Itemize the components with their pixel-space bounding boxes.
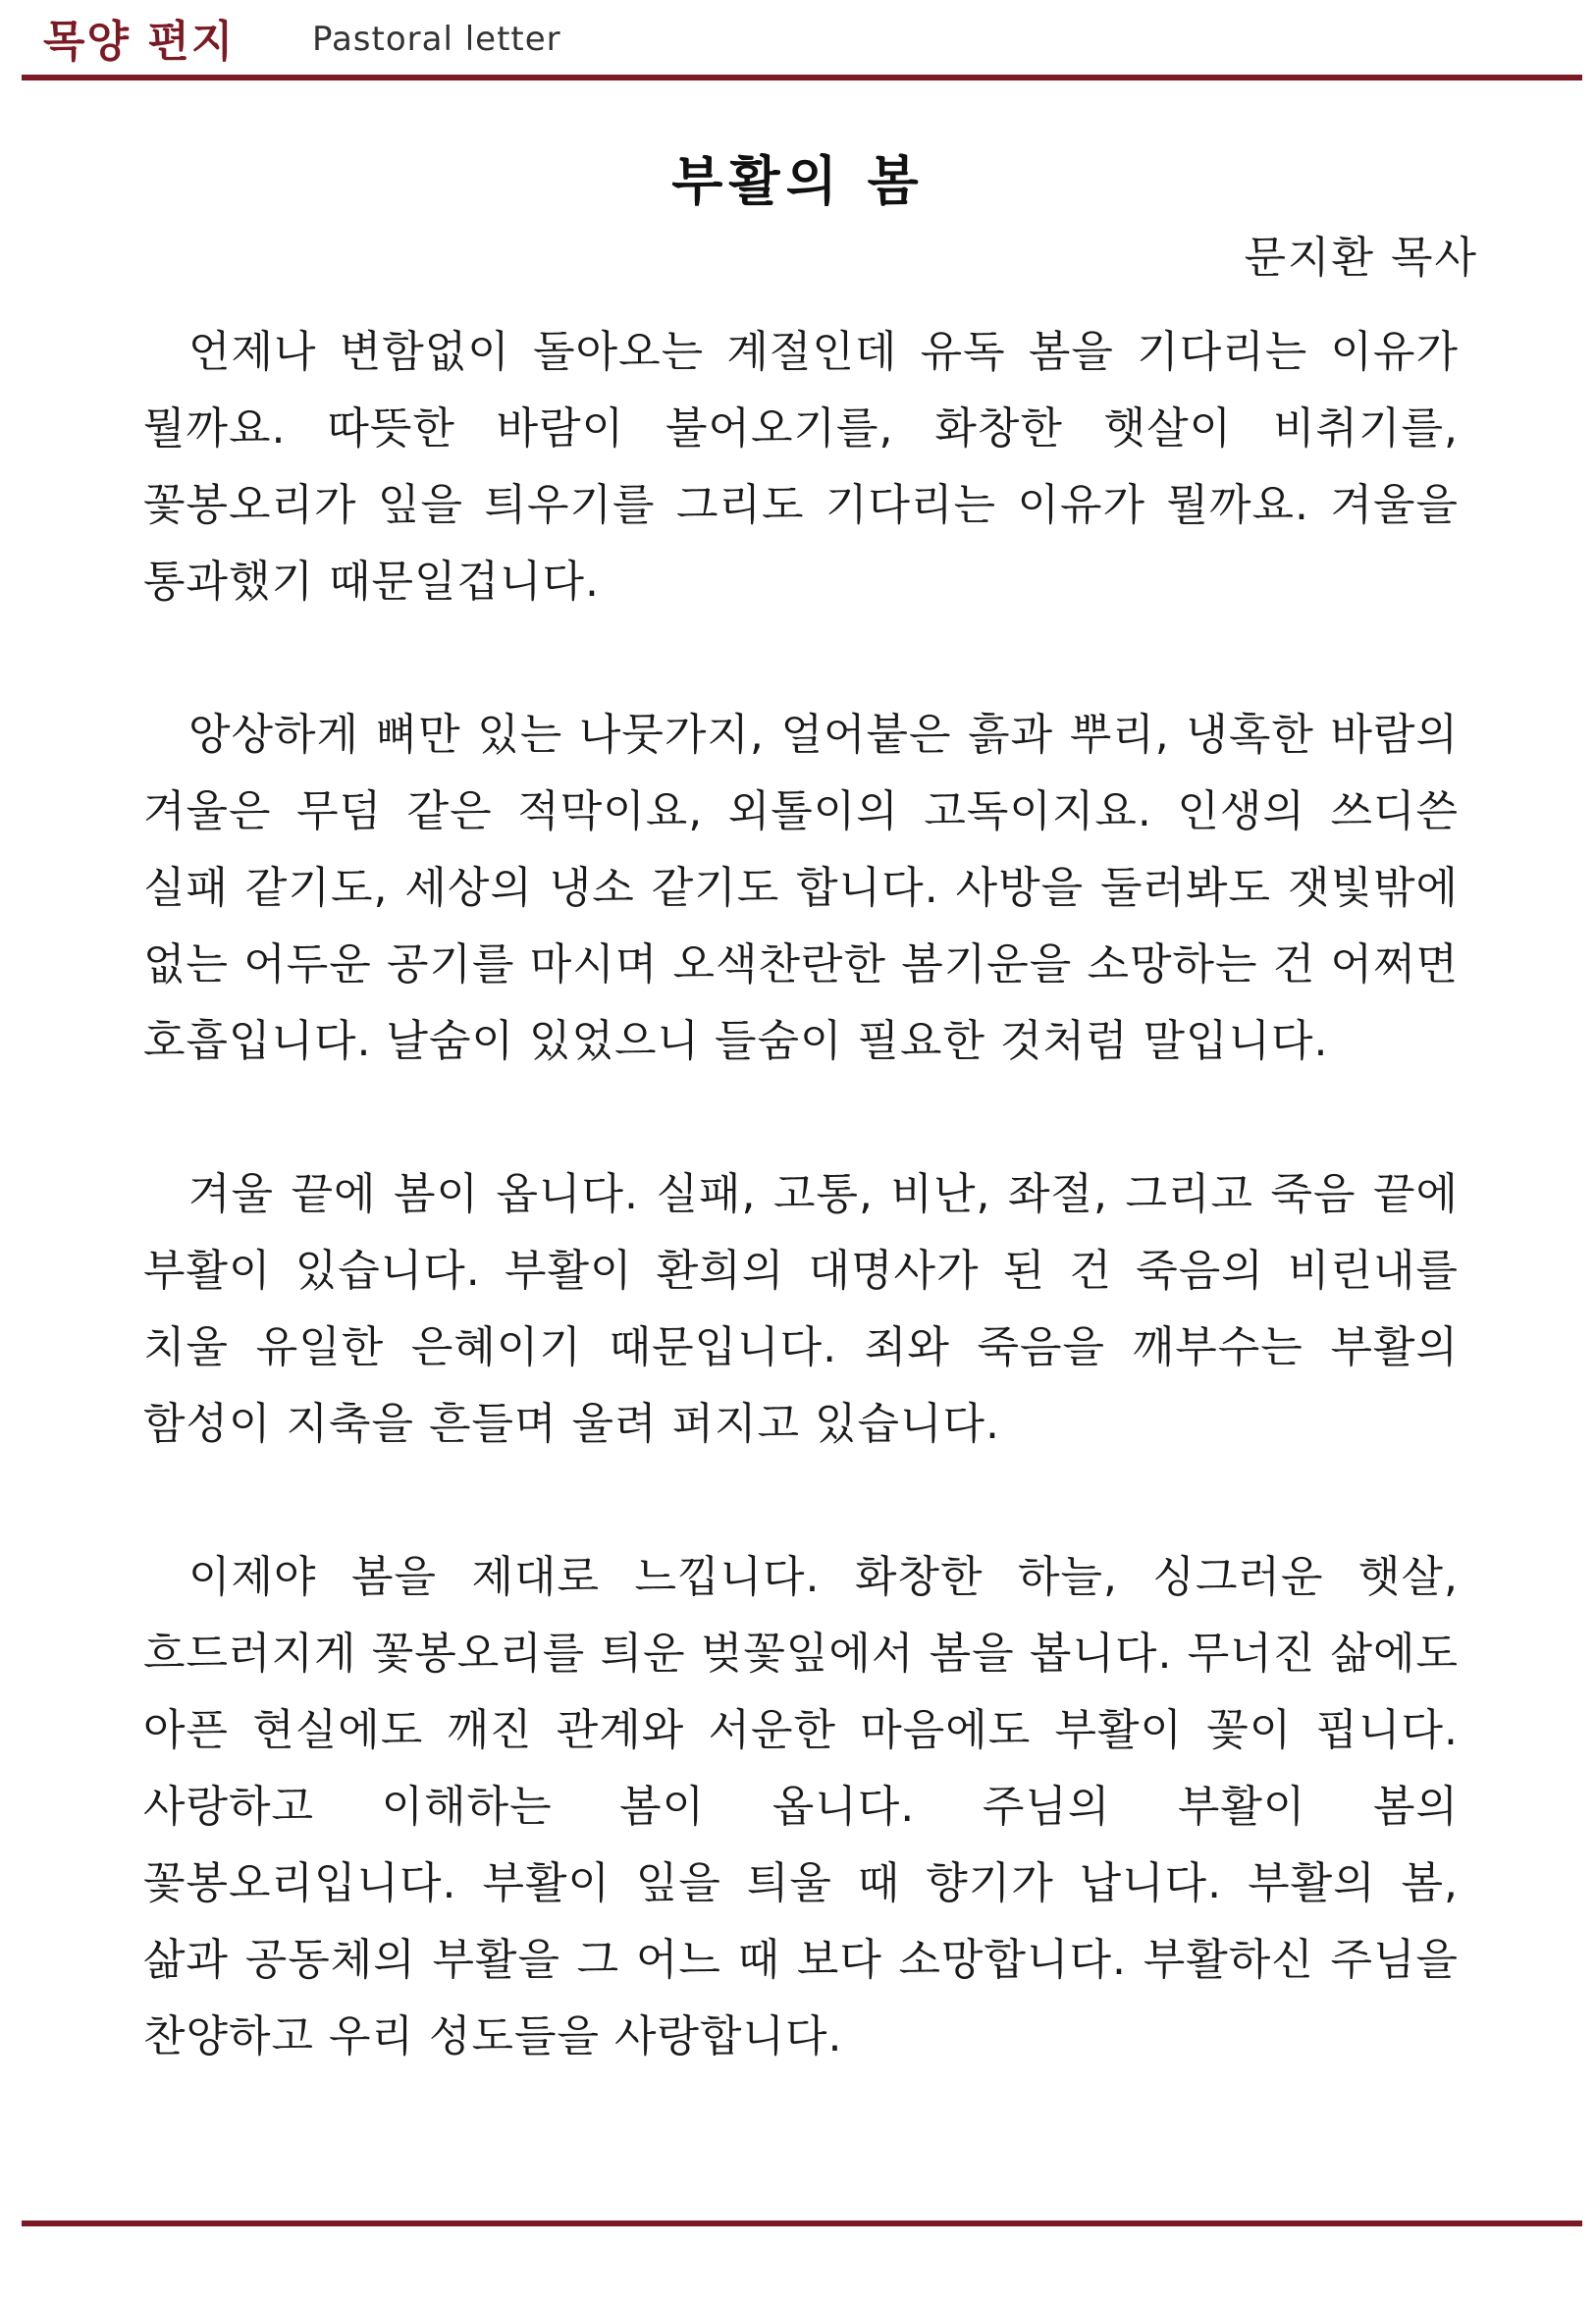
paragraph-3: 겨울 끝에 봄이 옵니다. 실패, 고통, 비난, 좌절, 그리고 죽음 끝에 부활이 있습니다. 부활이 환희의 대명사가 된 건 죽음의 비린내를 치울 유일한 은혜이기 때문입니다. 죄와 죽음을 깨부수는 부활의 함성이 지축을 흔들며 울려 퍼지고 있습니다. <box>143 1169 1459 1449</box>
section-subtitle: Pastoral letter <box>312 20 561 59</box>
top-divider <box>22 75 1582 80</box>
paragraph-2: 앙상하게 뼈만 있는 나뭇가지, 얼어붙은 흙과 뿌리, 냉혹한 바람의 겨울은 무덤 같은 적막이요, 외톨이의 고독이지요. 인생의 쓰디쓴 실패 같기도, 세상의 냉소 같기도 합니다. 사방을 둘러봐도 잿빛밖에 없는 어두운 공기를 마시며 오색찬란한 봄기운을 소망하는 건 어쩌면 호흡입니다. 날숨이 있었으니 들숨이 필요한 것처럼 말입니다. <box>143 710 1459 1066</box>
section-title: 목양 편지 <box>43 17 236 67</box>
paragraph-1: 언제나 변함없이 돌아오는 계절인데 유독 봄을 기다리는 이유가 뭘까요. 따뜻한 바람이 불어오기를, 화창한 햇살이 비취기를, 꽃봉오리가 잎을 틔우기를 그리도 기다리는 이유가 뭘까요. 겨울을 통과했기 때문일겁니다. <box>143 327 1459 607</box>
article-title: 부활의 봄 <box>671 150 925 212</box>
paragraph-4: 이제야 봄을 제대로 느낍니다. 화창한 하늘, 싱그러운 햇살, 흐드러지게 꽃봉오리를 틔운 벚꽃잎에서 봄을 봅니다. 무너진 삶에도 아픈 현실에도 깨진 관계와 서운한 마음에도 부활이 꽃이 핍니다. 사랑하고 이해하는 봄이 옵니다. 주님의 부활이 봄의 꽃봉오리입니다. 부활이 잎을 틔울 때 향기가 납니다. 부활의 봄, 삶과 공동체의 부활을 그 어느 때 보다 소망합니다. 부활하신 주님을 찬양하고 우리 성도들을 사랑합니다. <box>143 1552 1460 2061</box>
page-header <box>43 0 1574 75</box>
bottom-divider <box>22 2221 1582 2226</box>
article-body <box>143 314 1459 2075</box>
article-author: 문지환 목사 <box>1244 233 1478 283</box>
